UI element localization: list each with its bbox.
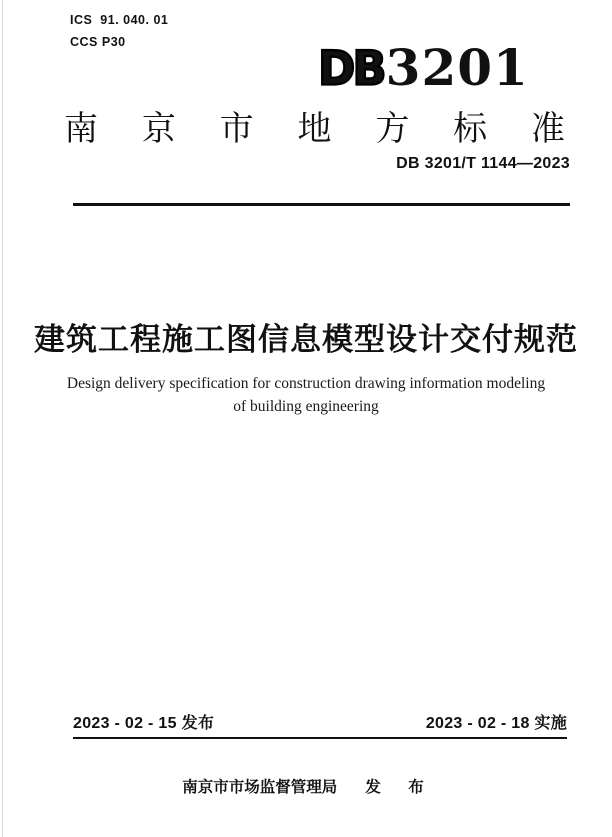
issue-date: 2023 - 02 - 15 发布	[73, 715, 215, 732]
logo-db-letters: DB	[318, 40, 384, 96]
implement-date: 2023 - 02 - 18 实施	[425, 715, 567, 732]
title-en-line2: of building engineering	[233, 398, 379, 415]
scan-edge-line	[2, 0, 3, 837]
db-standard-logo	[318, 38, 529, 97]
footer-divider-line	[73, 737, 567, 739]
publisher-line	[0, 775, 612, 797]
title-en-line1: Design delivery specification for construction drawing information modeling	[66, 375, 546, 392]
standard-type-heading: 南 京 市 地 方 标 准	[64, 110, 565, 148]
logo-region-number: 3201	[385, 38, 529, 97]
publisher-name: 南京市市场监督管理局	[182, 779, 338, 796]
standard-code: DB 3201/T 1144—2023	[396, 155, 570, 172]
publish-label: 发 布	[365, 779, 430, 796]
header-divider-line	[73, 203, 570, 206]
ccs-label: CCS	[70, 35, 98, 49]
document-title-zh: 建筑工程施工图信息模型设计交付规范	[34, 322, 578, 357]
document-title-en	[56, 372, 556, 418]
date-row	[73, 710, 567, 733]
ics-value: 91. 040. 01	[100, 13, 169, 27]
ics-label: ICS	[70, 13, 93, 27]
ccs-value: P30	[101, 35, 126, 49]
classification-codes	[70, 9, 168, 53]
